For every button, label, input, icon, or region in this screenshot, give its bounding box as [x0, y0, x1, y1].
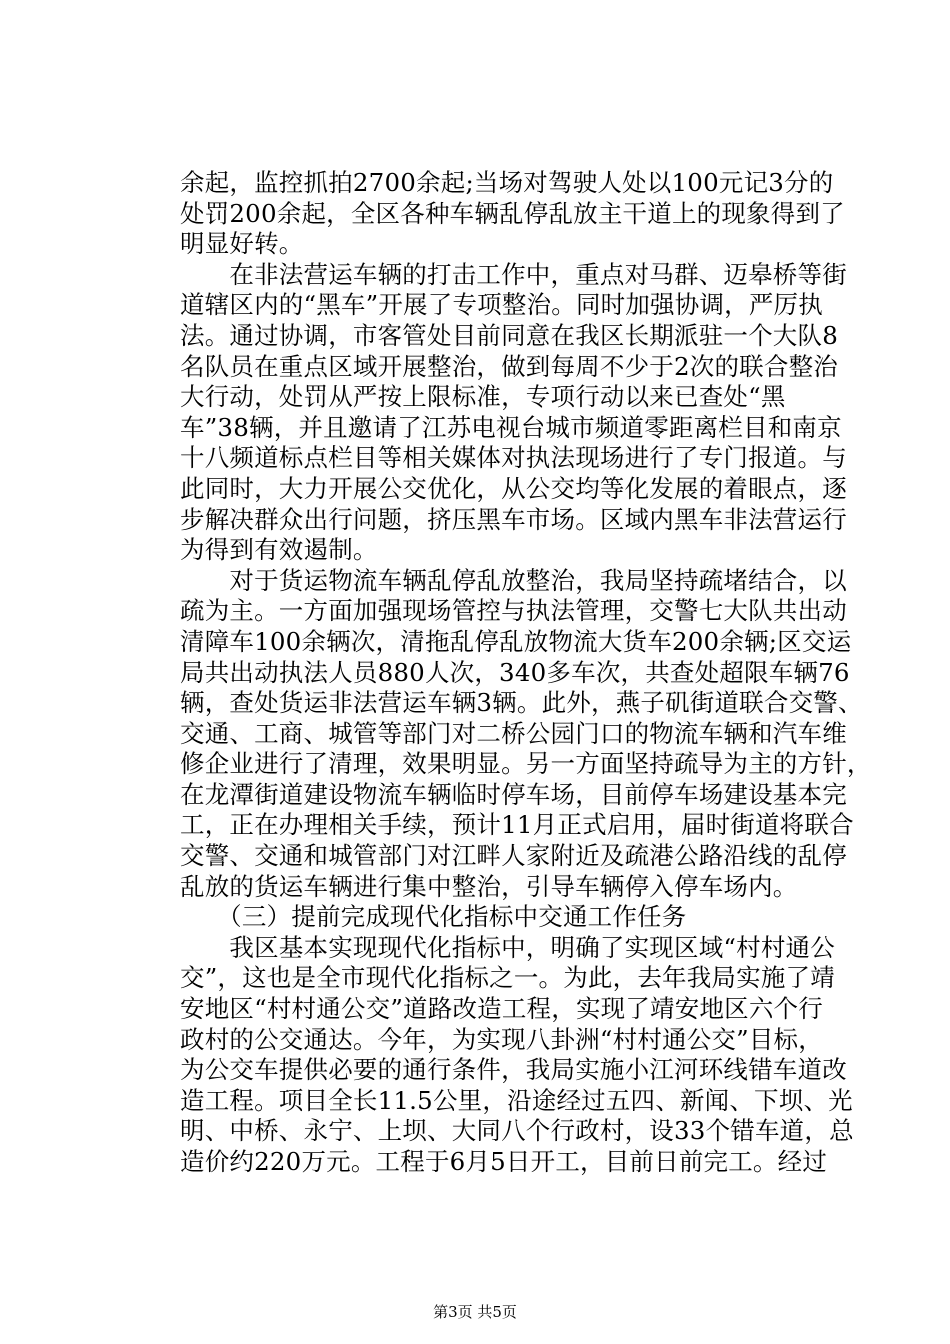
text-line: 我区基本实现现代化指标中，明确了实现区域“村村通公 — [180, 932, 835, 962]
text-line: 步解决群众出行问题，挤压黑车市场。区域内黑车非法营运行 — [180, 504, 847, 534]
text-line: 法。通过协调，市客管处目前同意在我区长期派驻一个大队8 — [180, 320, 838, 350]
body-text — [180, 168, 872, 1178]
text-line: 造价约220万元。工程于6月5日开工，目前日前完工。经过 — [180, 1147, 828, 1176]
text-line: 交通、工商、城管等部门对二桥公园门口的物流车辆和汽车维 — [180, 718, 847, 748]
text-line: 余起，监控抓拍2700余起;当场对驾驶人处以100元记3分的 — [180, 168, 834, 197]
text-line: 修企业进行了清理，效果明显。另一方面坚持疏导为主的方针， — [180, 749, 872, 779]
text-line: 明、中桥、永宁、上坝、大同八个行政村，设33个错车道，总 — [180, 1116, 854, 1146]
text-line: 交”，这也是全市现代化指标之一。为此，去年我局实施了靖 — [180, 963, 835, 993]
text-line: 乱放的货运车辆进行集中整治，引导车辆停入停车场内。 — [180, 871, 798, 901]
text-line: 此同时，大力开展公交优化，从公交均等化发展的着眼点，逐 — [180, 473, 847, 503]
text-line: （三）提前完成现代化指标中交通工作任务 — [180, 902, 687, 932]
text-line: 明显好转。 — [180, 229, 304, 259]
text-line: 在非法营运车辆的打击工作中，重点对马群、迈皋桥等街 — [180, 259, 847, 289]
text-line: 名队员在重点区域开展整治，做到每周不少于2次的联合整治 — [180, 351, 838, 381]
text-line: 为公交车提供必要的通行条件，我局实施小江河环线错车道改 — [180, 1055, 847, 1085]
text-line: 对于货运物流车辆乱停乱放整治，我局坚持疏堵结合，以 — [180, 565, 847, 595]
text-line: 安地区“村村通公交”道路改造工程，实现了靖安地区六个行 — [180, 994, 823, 1024]
text-line: 政村的公交通达。今年，为实现八卦洲“村村通公交”目标， — [180, 1024, 823, 1054]
text-line: 为得到有效遏制。 — [180, 535, 378, 565]
text-line: 辆，查处货运非法营运车辆3辆。此外，燕子矶街道联合交警、 — [180, 688, 863, 718]
text-line: 在龙潭街道建设物流车辆临时停车场，目前停车场建设基本完 — [180, 779, 847, 809]
text-line: 大行动，处罚从严按上限标准，专项行动以来已查处“黑 — [180, 382, 786, 412]
text-line: 处罚200余起，全区各种车辆乱停乱放主干道上的现象得到了 — [180, 198, 845, 228]
text-line: 清障车100余辆次，清拖乱停乱放物流大货车200余辆;区交运 — [180, 626, 852, 656]
text-line: 道辖区内的“黑车”开展了专项整治。同时加强协调，严厉执 — [180, 290, 823, 320]
text-line: 疏为主。一方面加强现场管控与执法管理，交警七大队共出动 — [180, 596, 847, 626]
text-line: 十八频道标点栏目等相关媒体对执法现场进行了专门报道。与 — [180, 443, 847, 473]
text-line: 车”38辆，并且邀请了江苏电视台城市频道零距离栏目和南京 — [180, 412, 842, 442]
page-footer: 第3页 共5页 — [433, 1303, 517, 1321]
text-line: 工，正在办理相关手续，预计11月正式启用，届时街道将联合 — [180, 810, 854, 840]
text-line: 造工程。项目全长11.5公里，沿途经过五四、新闻、下坝、光 — [180, 1085, 853, 1115]
text-line: 交警、交通和城管部门对江畔人家附近及疏港公路沿线的乱停 — [180, 841, 847, 871]
text-line: 局共出动执法人员880人次，340多车次，共查处超限车辆76 — [180, 657, 850, 687]
